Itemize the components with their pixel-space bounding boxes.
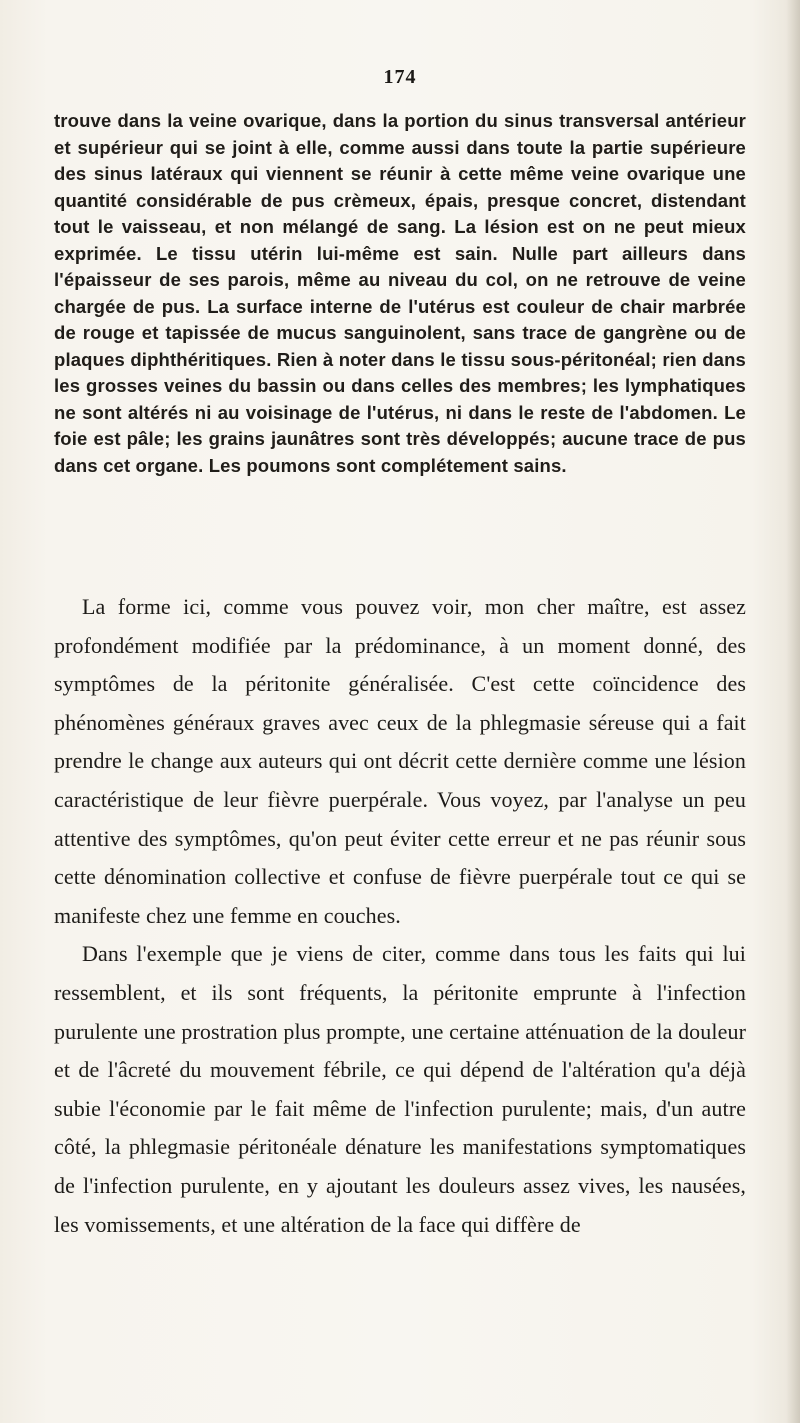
case-observation-text <box>54 108 746 479</box>
commentary-text <box>54 588 746 1244</box>
page-edge-shadow <box>786 0 800 1423</box>
observation-paragraph: trouve dans la veine ovarique, dans la portion du sinus transversal antérieur et supérieur qui se joint à elle, comme aussi dans toute la partie supérieure des sinus latéraux qui viennent se réunir à cette même veine ovarique une quantité considérable de pus crèmeux, épais, presque concret, distendant tout le vaisseau, et non mélangé de sang. La lésion est on ne peut mieux exprimée. Le tissu utérin lui-même est sain. Nulle part ailleurs dans l'épaisseur de ses parois, même au niveau du col, on ne retrouve de veine chargée de pus. La surface interne de l'utérus est couleur de chair marbrée de rouge et tapissée de mucus sanguinolent, sans trace de gangrène ou de plaques diphthéritiques. Rien à noter dans le tissu sous-péritonéal; rien dans les grosses veines du bassin ou dans celles des membres; les lymphatiques ne sont altérés ni au voisinage de l'utérus, ni dans le reste de l'abdomen. Le foie est pâle; les grains jaunâtres sont très développés; aucune trace de pus dans cet organe. Les poumons sont complétement sains. <box>54 110 746 476</box>
commentary-paragraph-2: Dans l'exemple que je viens de citer, comme dans tous les faits qui lui ressemblent, et ils sont fréquents, la péritonite emprunte à l'infection purulente une prostration plus prompte, une certaine atténuation de la douleur et de l'âcreté du mouvement fébrile, ce qui dépend de l'altération qu'a déjà subie l'économie par le fait même de l'infection purulente; mais, d'un autre côté, la phlegmasie péritonéale dénature les manifestations symptomatiques de l'infection purulente, en y ajoutant les douleurs assez vives, les nausées, les vomissements, et une altération de la face qui diffère de <box>54 941 746 1237</box>
commentary-paragraph-1: La forme ici, comme vous pouvez voir, mon cher maître, est assez profondément modifiée par la prédominance, à un moment donné, des symptômes de la péritonite généralisée. C'est cette coïncidence des phénomènes généraux graves avec ceux de la phlegmasie séreuse qui a fait prendre le change aux auteurs qui ont décrit cette dernière comme une lésion caractéristique de leur fièvre puerpérale. Vous voyez, par l'analyse un peu attentive des symptômes, qu'on peut éviter cette erreur et ne pas réunir sous cette dénomination collective et confuse de fièvre puerpérale tout ce qui se manifeste chez une femme en couches. <box>54 594 746 928</box>
page-number: 174 <box>383 66 417 88</box>
